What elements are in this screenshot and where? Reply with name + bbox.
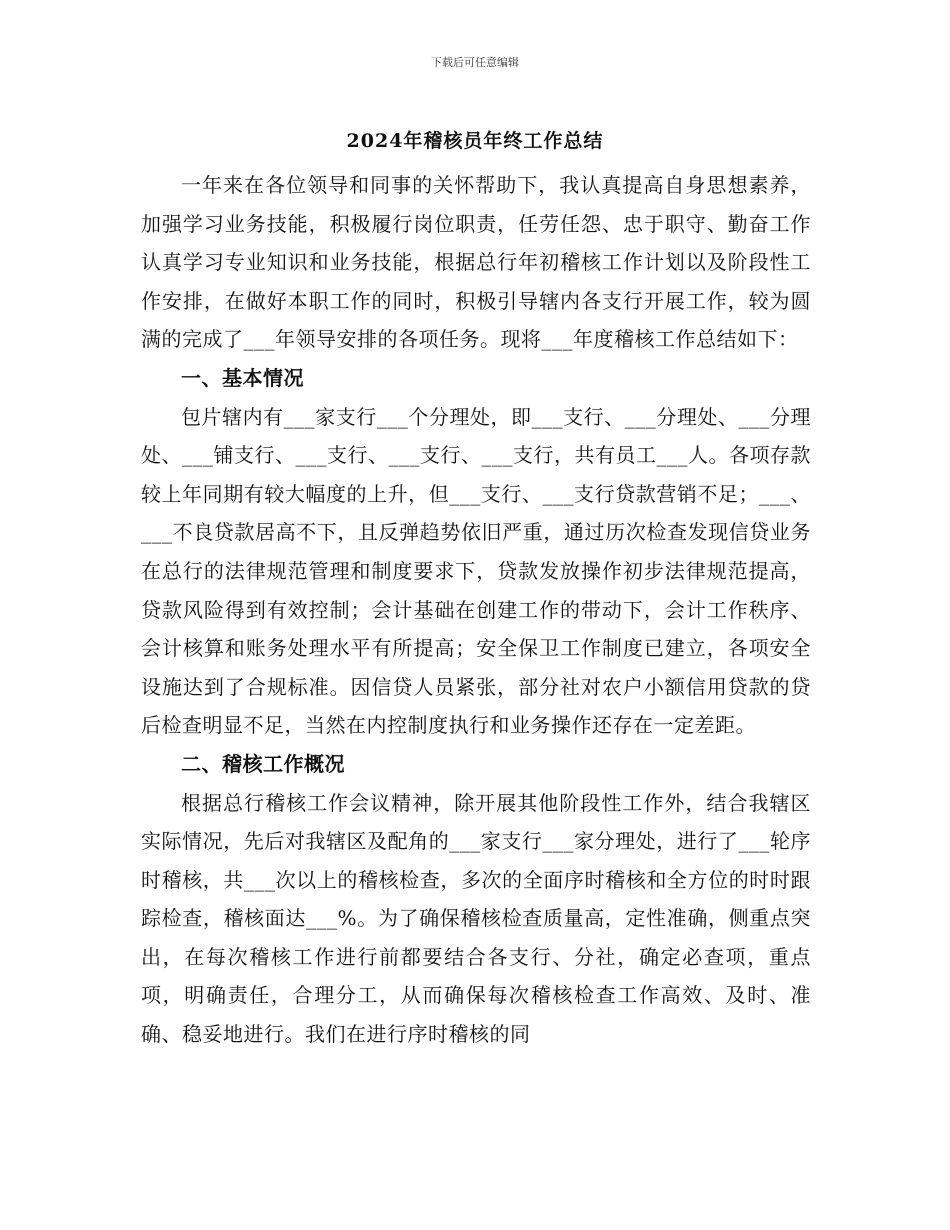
paragraph-audit-overview: 根据总行稽核工作会议精神，除开展其他阶段性工作外，结合我辖区实际情况，先后对我辖区及配角的___家支行___家分理处，进行了___轮序时稽核，共___次以上的稽核检查，多次的全面序时稽核和全方位的时时跟踪检查，稽核面达___%。为了确保稽核检查质量高，定性准确，侧重点突出，在每次稽核工作进行前都要结合各支行、分社，确定必查项，重点项，明确责任，合理分工，从而确保每次稽核检查工作高效、及时、准确、稳妥地进行。我们在进行序时稽核的同 <box>141 790 811 1047</box>
document-body <box>141 166 811 1054</box>
header-note: 下载后可任意编辑 <box>431 56 519 69</box>
section-heading-audit-overview: 二、稽核工作概况 <box>181 751 345 776</box>
paragraph-basic-situation: 包片辖内有___家支行___个分理处，即___支行、___分理处、___分理处、___铺支行、___支行、___支行、___支行，共有员工___人。各项存款较上年同期有较大幅度的上升，但___支行、___支行贷款营销不足；___、___不良贷款居高不下，且反弹趋势依旧严重，通过历次检查发现信贷业务在总行的法律规范管理和制度要求下，贷款发放操作初步法律规范提高，贷款风险得到有效控制；会计基础在创建工作的带动下，会计工作秩序、会计核算和账务处理水平有所提高；安全保卫工作制度已建立，各项安全设施达到了合规标准。因信贷人员紧张，部分社对农户小额信用贷款的贷后检查明显不足，当然在内控制度执行和业务操作还存在一定差距。 <box>141 404 811 738</box>
document-title: 2024年稽核员年终工作总结 <box>346 130 604 152</box>
section-heading-basic: 一、基本情况 <box>181 365 304 390</box>
paragraph-intro: 一年来在各位领导和同事的关怀帮助下，我认真提高自身思想素养，加强学习业务技能，积极履行岗位职责，任劳任怨、忠于职守、勤奋工作认真学习专业知识和业务技能，根据总行年初稽核工作计划以及阶段性工作安排，在做好本职工作的同时，积极引导辖内各支行开展工作，较为圆满的完成了___年领导安排的各项任务。现将___年度稽核工作总结如下： <box>141 173 811 352</box>
